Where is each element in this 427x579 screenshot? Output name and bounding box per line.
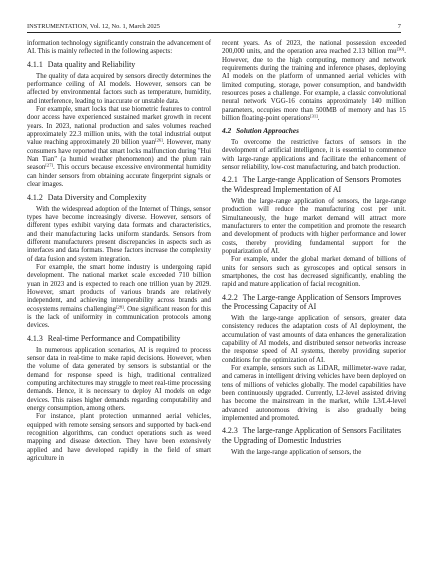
paragraph: To overcome the restrictive factors of sensors in the development of artificial intelligence, it is essential to commence with large-range applications and facilitate the enhancement of sensor reliability, low-cost manufacturing, and batch production.: [222, 139, 406, 172]
paragraph: For instance, plant protection unmanned aerial vehicles, equipped with remote sensing sensors and supported by back-end recognition algorithms, can conduct operations such as weed mapping and disease detection. They have been extensively applied and have developed rapidly in the field of smart agriculture in: [27, 413, 211, 463]
paragraph: For example, under the global market demand of billions of units for sensors such as gyroscopes and optical sensors in smartphones, the cost has decreased significantly, enabling the rapid and mature application of facial recognition.: [222, 256, 406, 289]
section-number: 4.2: [222, 126, 232, 136]
section-heading-4-2-2: [222, 293, 406, 312]
section-title: The Large-range Application of Sensors Promotes the Widespread Implementation of AI: [222, 175, 402, 194]
citation-ref[interactable]: [30]: [396, 46, 405, 52]
paragraph: In numerous application scenarios, AI is required to process sensor data in real-time to make rapid decisions. However, when the volume of data generated by sensors is substantial or the demand for response speed is high, traditional centralized computing architectures may struggle to meet real-time processing demands. Hence, it is necessary to deploy AI models on edge devices. This raises higher demands regarding computability and energy consumption, among others.: [27, 346, 211, 413]
journal-citation: INSTRUMENTATION, Vol. 12, No. 1, March 2025: [27, 23, 160, 30]
section-title: Real-time Performance and Compatibility: [47, 333, 181, 343]
section-heading-4-2: [222, 126, 406, 135]
running-header: [27, 21, 401, 33]
paragraph: With the widespread adoption of the Internet of Things, sensor types have become increasingly diverse. However, sensors of different types exhibit varying data formats and characteristics, and their manufacturing lacks uniform standards. Sensors from different manufacturers present discrepancies in aspects such as interfaces and data formats. These factors increase the complexity of data fusion and system integration.: [27, 205, 211, 263]
paragraph: For example, smart locks that use biometric features to control door access have experienced sustained market growth in recent years. In 2023, national production and sales volumes reached approximately 22.3 million units, with the total industrial output value reaching approximately 20 billion yuan[26]. However, many consumers have reported that smart locks malfunction during "Hui Nan Tian" (a humid weather phenomenon) and the plum rain season[27]. This occurs because excessive environmental humidity can hinder sensors from obtaining accurate fingerprint signals or clear images.: [27, 106, 211, 189]
citation-ref[interactable]: [26]: [155, 137, 163, 143]
section-number: 4.1.3: [27, 333, 43, 343]
section-number: 4.1.2: [27, 192, 43, 202]
section-title: The large-range Application of Sensors Facilitates the Upgrading of Domestic Industries: [222, 426, 402, 445]
right-column: [222, 40, 406, 457]
section-number: 4.2.1: [222, 175, 238, 185]
left-column: [27, 40, 211, 463]
citation-ref[interactable]: [27]: [45, 162, 54, 168]
section-heading-4-2-3: [222, 426, 406, 445]
intro-paragraph: information technology significantly constrain the advancement of AI. This is mainly reflected in the following aspects:: [27, 40, 211, 56]
paragraph: For example, the smart home industry is undergoing rapid development. The national market scale exceeded 710 billion yuan in 2023 and is expected to reach one trillion yuan by 2029. However, smart products of various brands are relatively independent, and achieving interoperability across brands and ecosystems remains challenging[28]. One significant reason for this is the lack of uniformity in communication protocols among devices.: [27, 263, 211, 330]
section-heading-4-1-1: [27, 60, 211, 69]
paragraph: With the large-range application of sensors, the large-range production will reduce the manufacturing cost per unit. Simultaneously, the huge market demand will attract more manufacturers to enter the competition and promote the research and development of products with higher performance and lower costs, thereby providing fundamental support for the popularization of AI.: [222, 197, 406, 255]
paragraph: For example, sensors such as LiDAR, millimeter-wave radar, and cameras in intelligent driving vehicles have been deployed on tens of millions of vehicles globally. The model capabilities have been continuously upgraded. Currently, L2-level assisted driving has become the mainstream in the market, while L3/L4-level advanced autonomous driving is also gradually being implemented and promoted.: [222, 365, 406, 423]
citation-ref[interactable]: [31]: [310, 113, 318, 119]
section-title: Solution Approaches: [236, 126, 299, 136]
section-number: 4.2.3: [222, 426, 238, 436]
section-title: Data quality and Reliability: [47, 59, 136, 69]
section-number: 4.2.2: [222, 292, 238, 302]
section-heading-4-1-3: [27, 334, 211, 343]
page-number: 7: [397, 23, 401, 30]
section-title: Data Diversity and Complexity: [47, 192, 147, 202]
paragraph: With the large-range application of sensors, the: [231, 448, 362, 456]
section-heading-4-1-2: [27, 193, 211, 202]
section-title: The Large-range Application of Sensors Improves the Processing Capacity of AI: [222, 292, 402, 311]
paragraph: The quality of data acquired by sensors directly determines the performance ceiling of AI models. However, sensors can be affected by environmental factors such as temperature, humidity, and interference, leading to inaccurate or unstable data.: [27, 72, 211, 105]
continued-paragraph: recent years. As of 2023, the national possession exceeded 200,000 units, and the operation area reached 2.13 billion mu[30]. However, due to the high computing, memory and network requirements during the training and inference phases, deploying AI models on the platform of unmanned aerial vehicles with limited computing, storage, power consumption, and bandwidth resources poses a challenge. For example, a classic convolutional neural network VGG-16 contains approximately 140 million parameters, occupies more than 500MB of memory and has 15 billion floating-point operations[31].: [222, 40, 406, 123]
citation-ref[interactable]: [28]: [115, 304, 124, 310]
section-number: 4.1.1: [27, 59, 43, 69]
paragraph: With the large-range application of sensors, greater data consistency reduces the adaptation costs of AI deployment, the accumulation of vast amounts of data enhances the generalization capability of AI models, and distributed sensor networks increase the response speed of AI systems, thereby providing superior conditions for the optimization of AI.: [222, 315, 406, 364]
section-heading-4-2-1: [222, 175, 406, 194]
